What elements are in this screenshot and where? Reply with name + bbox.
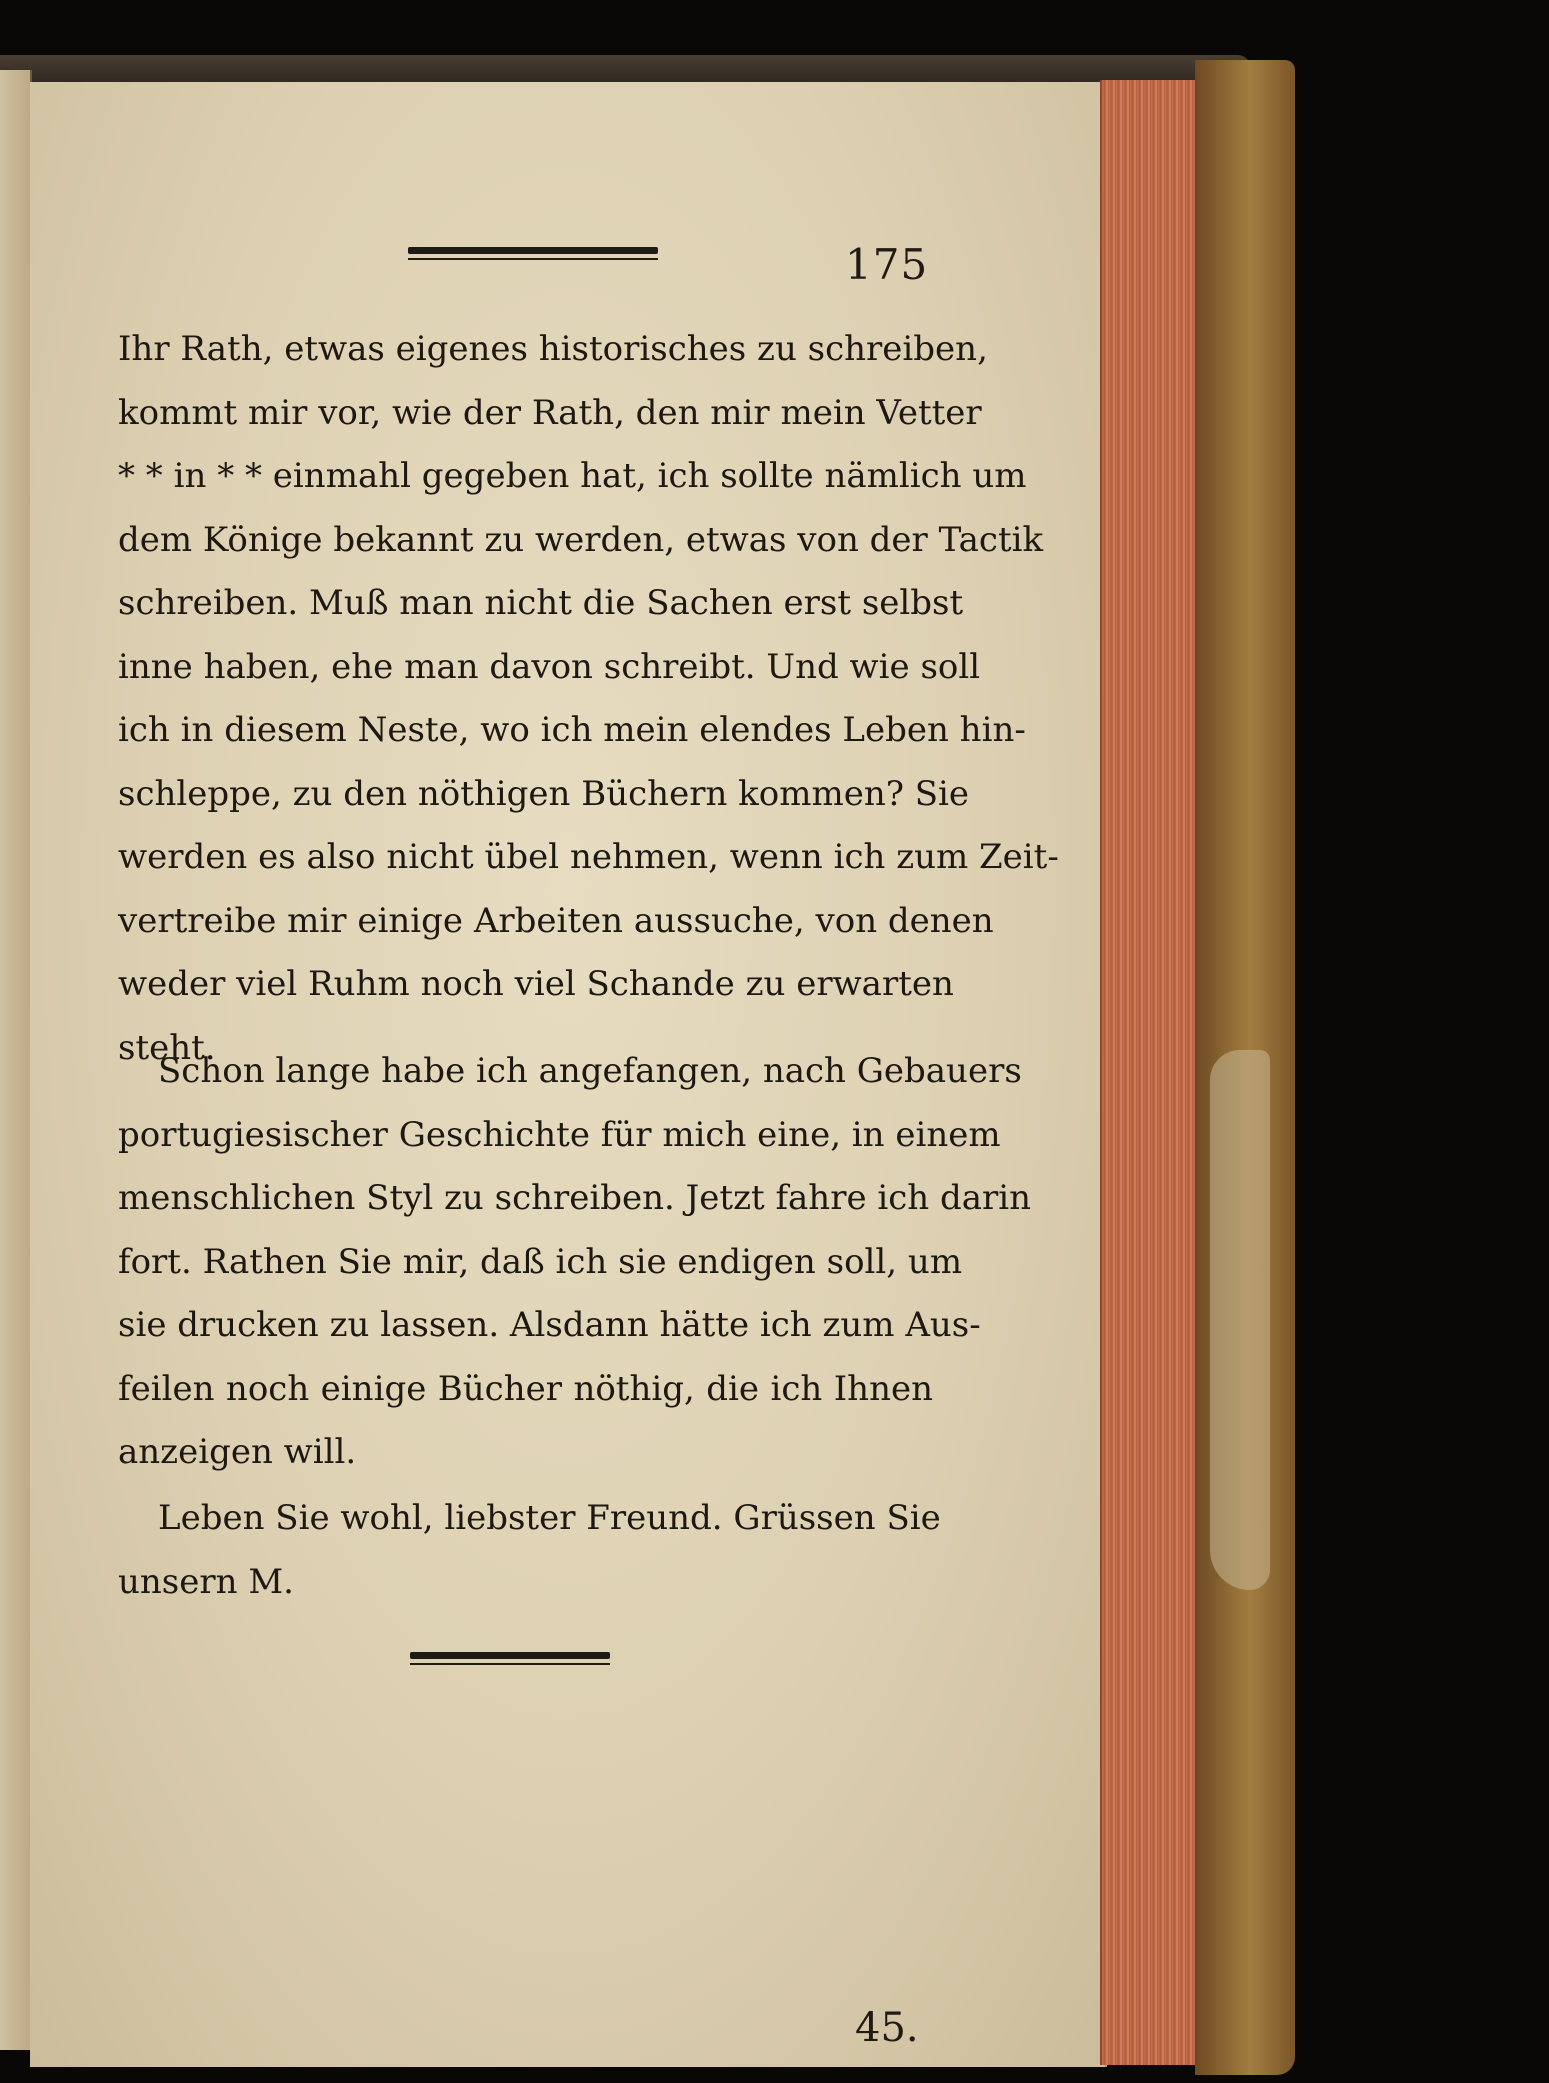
- closing-rule: [410, 1652, 610, 1668]
- cover-wear-spot: [1210, 1050, 1270, 1590]
- text-line: weder viel Ruhm noch viel Schande zu erwarten: [118, 964, 954, 1004]
- text-line: portugiesischer Geschichte für mich eine, in einem: [118, 1114, 1001, 1155]
- text-line: Ihr Rath, etwas eigenes historisches zu schreiben,: [118, 329, 988, 369]
- left-page-edge: [0, 70, 32, 2050]
- text-line: fort. Rathen Sie mir, daß ich sie endigen soll, um: [118, 1241, 963, 1282]
- text-line: sie drucken zu lassen. Alsdann hätte ich zum Aus-: [118, 1305, 981, 1345]
- text-line: * * in * * einmahl gegeben hat, ich sollte nämlich um: [118, 456, 1027, 496]
- text-line: ich in diesem Neste, wo ich mein elendes Leben hin-: [118, 710, 1026, 750]
- text-line: schreiben. Muß man nicht die Sachen erst selbst: [118, 583, 964, 623]
- text-line: menschlichen Styl zu schreiben. Jetzt fahre ich darin: [118, 1178, 1032, 1218]
- red-page-edges: [1100, 80, 1197, 2065]
- text-line: Leben Sie wohl, liebster Freund. Grüssen Sie: [158, 1498, 941, 1538]
- page-number: 175: [845, 240, 929, 289]
- binding-rim: [0, 55, 1250, 85]
- printer-signature: 45.: [855, 2005, 919, 2051]
- paragraph-2: [118, 1040, 1032, 1485]
- header-rule: [408, 247, 658, 265]
- text-line: steht.: [118, 1027, 216, 1068]
- text-line: schleppe, zu den nöthigen Büchern kommen? Sie: [118, 773, 970, 814]
- text-line: kommt mir vor, wie der Rath, den mir mein Vetter: [118, 392, 982, 433]
- paragraph-3: [118, 1487, 941, 1614]
- text-line: anzeigen will.: [118, 1432, 357, 1472]
- text-line: Schon lange habe ich angefangen, nach Gebauers: [158, 1051, 1022, 1091]
- text-line: dem Könige bekannt zu werden, etwas von der Tactik: [118, 519, 1044, 560]
- text-line: vertreibe mir einige Arbeiten aussuche, von denen: [118, 900, 994, 941]
- text-line: inne haben, ehe man davon schreibt. Und wie soll: [118, 646, 981, 687]
- text-line: werden es also nicht übel nehmen, wenn ich zum Zeit-: [118, 837, 1059, 877]
- text-line: unsern M.: [118, 1561, 294, 1602]
- text-line: feilen noch einige Bücher nöthig, die ich Ihnen: [118, 1368, 933, 1409]
- paragraph-1: [118, 318, 1059, 1080]
